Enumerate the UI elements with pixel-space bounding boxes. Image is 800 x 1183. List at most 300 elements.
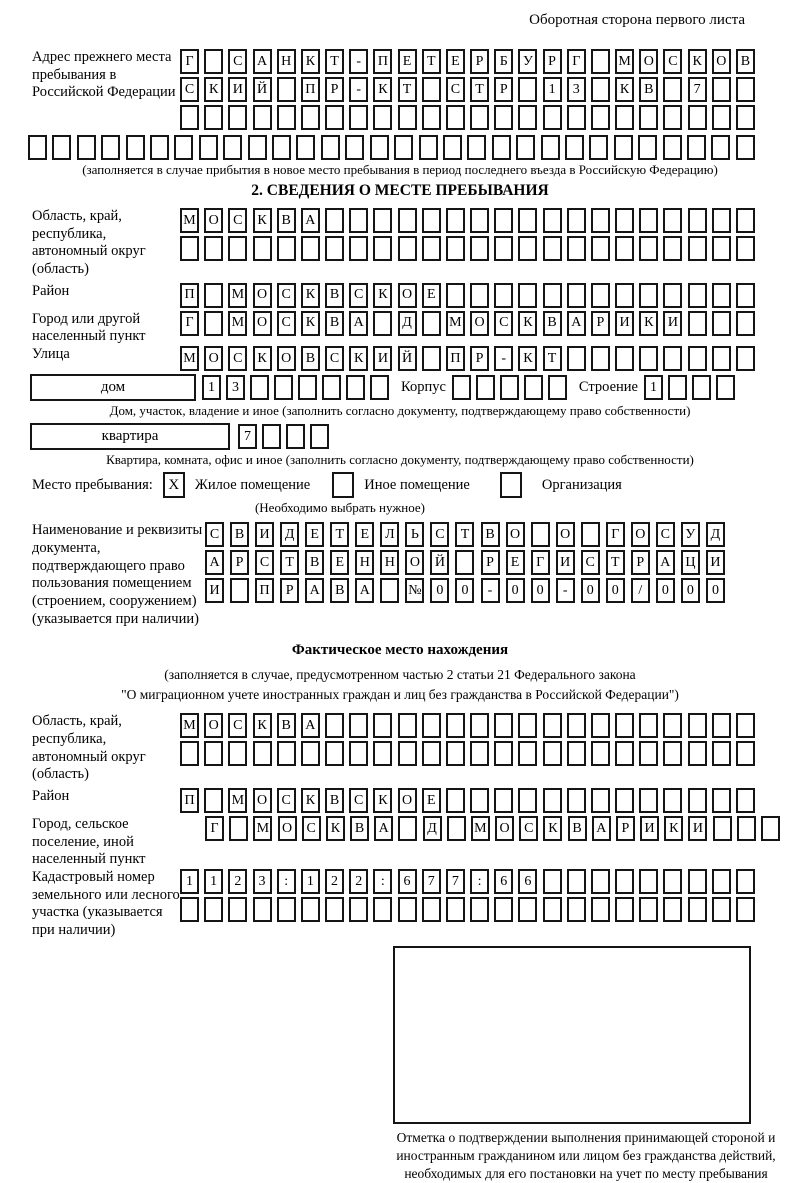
char-box[interactable] xyxy=(204,236,223,261)
char-box[interactable] xyxy=(470,105,489,130)
char-box[interactable] xyxy=(253,105,272,130)
char-box[interactable] xyxy=(204,49,223,74)
char-box[interactable] xyxy=(422,346,441,371)
char-box[interactable]: Г xyxy=(606,522,625,547)
char-box[interactable]: Р xyxy=(481,550,500,575)
char-box[interactable]: К xyxy=(301,283,320,308)
char-box[interactable] xyxy=(688,105,707,130)
char-box[interactable] xyxy=(398,105,417,130)
char-box[interactable]: С xyxy=(349,788,368,813)
char-box[interactable] xyxy=(325,897,344,922)
char-box[interactable]: С xyxy=(663,49,682,74)
char-box[interactable] xyxy=(639,283,658,308)
char-box[interactable]: М xyxy=(180,208,199,233)
char-box[interactable] xyxy=(518,77,537,102)
char-box[interactable]: В xyxy=(301,346,320,371)
char-box[interactable] xyxy=(518,788,537,813)
char-box[interactable]: 0 xyxy=(531,578,550,603)
char-box[interactable]: К xyxy=(615,77,634,102)
char-box[interactable] xyxy=(736,311,755,336)
char-box[interactable] xyxy=(349,897,368,922)
char-box[interactable] xyxy=(470,897,489,922)
char-box[interactable]: 0 xyxy=(455,578,474,603)
char-box[interactable]: К xyxy=(688,49,707,74)
char-box[interactable]: О xyxy=(204,208,223,233)
char-box[interactable]: Р xyxy=(616,816,635,841)
char-box[interactable]: К xyxy=(373,788,392,813)
char-box[interactable]: И xyxy=(205,578,224,603)
char-box[interactable] xyxy=(548,375,567,400)
char-box[interactable] xyxy=(663,897,682,922)
char-box[interactable]: О xyxy=(639,49,658,74)
char-box[interactable] xyxy=(543,283,562,308)
char-box[interactable]: О xyxy=(405,550,424,575)
char-box[interactable]: И xyxy=(640,816,659,841)
char-box[interactable] xyxy=(248,135,267,160)
char-box[interactable] xyxy=(296,135,315,160)
char-box[interactable] xyxy=(518,713,537,738)
char-box[interactable]: Р xyxy=(494,77,513,102)
char-box[interactable]: В xyxy=(277,713,296,738)
char-box[interactable]: Р xyxy=(543,49,562,74)
char-box[interactable] xyxy=(180,105,199,130)
char-box[interactable] xyxy=(692,375,711,400)
char-box[interactable] xyxy=(321,135,340,160)
char-box[interactable]: И xyxy=(615,311,634,336)
char-box[interactable]: А xyxy=(374,816,393,841)
char-box[interactable]: Р xyxy=(591,311,610,336)
char-box[interactable] xyxy=(370,135,389,160)
char-box[interactable]: К xyxy=(518,346,537,371)
char-box[interactable] xyxy=(712,869,731,894)
char-box[interactable]: Е xyxy=(330,550,349,575)
char-box[interactable]: В xyxy=(325,788,344,813)
char-box[interactable]: И xyxy=(373,346,392,371)
char-box[interactable]: Б xyxy=(494,49,513,74)
char-box[interactable]: О xyxy=(253,283,272,308)
char-box[interactable]: Р xyxy=(230,550,249,575)
char-box[interactable] xyxy=(455,550,474,575)
char-box[interactable] xyxy=(688,208,707,233)
char-box[interactable] xyxy=(262,424,281,449)
char-box[interactable] xyxy=(325,741,344,766)
char-box[interactable] xyxy=(253,236,272,261)
char-box[interactable]: Й xyxy=(430,550,449,575)
char-box[interactable] xyxy=(325,105,344,130)
char-box[interactable] xyxy=(638,135,657,160)
char-box[interactable] xyxy=(77,135,96,160)
char-box[interactable] xyxy=(277,77,296,102)
char-box[interactable] xyxy=(543,208,562,233)
char-box[interactable]: Й xyxy=(253,77,272,102)
char-box[interactable] xyxy=(52,135,71,160)
char-box[interactable]: П xyxy=(255,578,274,603)
char-box[interactable]: 3 xyxy=(567,77,586,102)
char-box[interactable]: - xyxy=(556,578,575,603)
char-box[interactable]: 2 xyxy=(228,869,247,894)
char-box[interactable]: А xyxy=(656,550,675,575)
char-box[interactable] xyxy=(524,375,543,400)
char-box[interactable]: О xyxy=(398,788,417,813)
char-box[interactable]: К xyxy=(204,77,223,102)
char-box[interactable] xyxy=(518,897,537,922)
char-box[interactable]: М xyxy=(228,788,247,813)
char-box[interactable]: № xyxy=(405,578,424,603)
char-box[interactable] xyxy=(663,208,682,233)
char-box[interactable]: : xyxy=(373,869,392,894)
char-box[interactable]: Й xyxy=(398,346,417,371)
char-box[interactable]: О xyxy=(398,283,417,308)
char-box[interactable] xyxy=(591,77,610,102)
char-box[interactable] xyxy=(422,236,441,261)
char-box[interactable]: С xyxy=(277,788,296,813)
char-box[interactable]: - xyxy=(481,578,500,603)
char-box[interactable] xyxy=(470,741,489,766)
char-box[interactable]: Г xyxy=(567,49,586,74)
char-box[interactable] xyxy=(204,897,223,922)
char-box[interactable]: А xyxy=(567,311,586,336)
char-box[interactable] xyxy=(639,713,658,738)
char-box[interactable] xyxy=(398,741,417,766)
char-box[interactable] xyxy=(373,105,392,130)
char-box[interactable] xyxy=(712,788,731,813)
char-box[interactable] xyxy=(204,283,223,308)
stay-option-other-checkbox[interactable] xyxy=(332,472,354,498)
char-box[interactable]: В xyxy=(230,522,249,547)
char-box[interactable] xyxy=(567,788,586,813)
char-box[interactable] xyxy=(736,897,755,922)
char-box[interactable]: Р xyxy=(325,77,344,102)
char-box[interactable] xyxy=(614,135,633,160)
char-box[interactable] xyxy=(422,105,441,130)
char-box[interactable]: С xyxy=(656,522,675,547)
char-box[interactable]: П xyxy=(180,283,199,308)
char-box[interactable]: К xyxy=(518,311,537,336)
char-box[interactable]: О xyxy=(470,311,489,336)
char-box[interactable] xyxy=(615,283,634,308)
char-box[interactable] xyxy=(101,135,120,160)
char-box[interactable] xyxy=(398,816,417,841)
char-box[interactable]: С xyxy=(349,283,368,308)
char-box[interactable] xyxy=(736,283,755,308)
char-box[interactable] xyxy=(581,522,600,547)
char-box[interactable] xyxy=(28,135,47,160)
house-wide-box[interactable]: дом xyxy=(30,374,196,401)
char-box[interactable]: М xyxy=(446,311,465,336)
char-box[interactable] xyxy=(301,897,320,922)
char-box[interactable] xyxy=(476,375,495,400)
char-box[interactable]: 3 xyxy=(253,869,272,894)
char-box[interactable] xyxy=(639,236,658,261)
char-box[interactable]: М xyxy=(471,816,490,841)
char-box[interactable]: 2 xyxy=(325,869,344,894)
char-box[interactable] xyxy=(492,135,511,160)
char-box[interactable]: С xyxy=(228,346,247,371)
char-box[interactable] xyxy=(346,375,365,400)
char-box[interactable]: О xyxy=(204,713,223,738)
char-box[interactable]: Р xyxy=(280,578,299,603)
char-box[interactable]: 1 xyxy=(202,375,221,400)
char-box[interactable] xyxy=(591,713,610,738)
char-box[interactable] xyxy=(370,375,389,400)
char-box[interactable]: С xyxy=(430,522,449,547)
char-box[interactable] xyxy=(223,135,242,160)
char-box[interactable] xyxy=(446,713,465,738)
char-box[interactable]: С xyxy=(494,311,513,336)
char-box[interactable] xyxy=(422,77,441,102)
char-box[interactable]: Д xyxy=(423,816,442,841)
char-box[interactable]: А xyxy=(355,578,374,603)
char-box[interactable]: Н xyxy=(380,550,399,575)
char-box[interactable] xyxy=(494,236,513,261)
char-box[interactable]: А xyxy=(205,550,224,575)
char-box[interactable] xyxy=(615,346,634,371)
char-box[interactable] xyxy=(543,713,562,738)
char-box[interactable] xyxy=(591,346,610,371)
char-box[interactable]: А xyxy=(301,713,320,738)
char-box[interactable] xyxy=(736,869,755,894)
char-box[interactable]: О xyxy=(204,346,223,371)
char-box[interactable] xyxy=(274,375,293,400)
char-box[interactable] xyxy=(615,236,634,261)
char-box[interactable]: К xyxy=(253,208,272,233)
char-box[interactable]: О xyxy=(495,816,514,841)
char-box[interactable]: С xyxy=(446,77,465,102)
char-box[interactable] xyxy=(470,713,489,738)
char-box[interactable] xyxy=(688,897,707,922)
char-box[interactable] xyxy=(663,105,682,130)
char-box[interactable] xyxy=(446,283,465,308)
char-box[interactable] xyxy=(447,816,466,841)
char-box[interactable] xyxy=(712,713,731,738)
char-box[interactable]: 1 xyxy=(301,869,320,894)
char-box[interactable] xyxy=(543,236,562,261)
char-box[interactable] xyxy=(541,135,560,160)
stay-option-residential-checkbox[interactable]: X xyxy=(163,472,185,498)
char-box[interactable]: О xyxy=(631,522,650,547)
char-box[interactable]: И xyxy=(556,550,575,575)
char-box[interactable] xyxy=(712,897,731,922)
char-box[interactable] xyxy=(663,741,682,766)
char-box[interactable] xyxy=(713,816,732,841)
char-box[interactable] xyxy=(446,788,465,813)
char-box[interactable]: Г xyxy=(205,816,224,841)
char-box[interactable]: С xyxy=(277,311,296,336)
char-box[interactable]: К xyxy=(664,816,683,841)
char-box[interactable]: 0 xyxy=(656,578,675,603)
char-box[interactable] xyxy=(712,208,731,233)
char-box[interactable]: В xyxy=(543,311,562,336)
char-box[interactable]: П xyxy=(301,77,320,102)
char-box[interactable] xyxy=(373,208,392,233)
char-box[interactable] xyxy=(180,897,199,922)
char-box[interactable] xyxy=(467,135,486,160)
char-box[interactable] xyxy=(688,788,707,813)
char-box[interactable]: У xyxy=(681,522,700,547)
char-box[interactable]: Т xyxy=(455,522,474,547)
char-box[interactable] xyxy=(567,105,586,130)
char-box[interactable] xyxy=(591,208,610,233)
char-box[interactable]: И xyxy=(228,77,247,102)
char-box[interactable]: В xyxy=(350,816,369,841)
char-box[interactable]: В xyxy=(639,77,658,102)
char-box[interactable] xyxy=(639,105,658,130)
char-box[interactable] xyxy=(204,105,223,130)
char-box[interactable]: К xyxy=(373,77,392,102)
char-box[interactable] xyxy=(394,135,413,160)
char-box[interactable]: Е xyxy=(355,522,374,547)
char-box[interactable] xyxy=(253,741,272,766)
char-box[interactable]: И xyxy=(706,550,725,575)
char-box[interactable]: В xyxy=(330,578,349,603)
char-box[interactable] xyxy=(639,741,658,766)
char-box[interactable] xyxy=(591,105,610,130)
char-box[interactable]: Е xyxy=(398,49,417,74)
char-box[interactable] xyxy=(422,208,441,233)
char-box[interactable]: П xyxy=(373,49,392,74)
char-box[interactable]: К xyxy=(301,49,320,74)
char-box[interactable] xyxy=(174,135,193,160)
char-box[interactable] xyxy=(373,236,392,261)
char-box[interactable] xyxy=(500,375,519,400)
char-box[interactable] xyxy=(325,236,344,261)
char-box[interactable] xyxy=(180,236,199,261)
char-box[interactable] xyxy=(398,713,417,738)
char-box[interactable] xyxy=(230,578,249,603)
char-box[interactable]: Н xyxy=(355,550,374,575)
char-box[interactable]: В xyxy=(325,283,344,308)
char-box[interactable]: 7 xyxy=(238,424,257,449)
char-box[interactable]: О xyxy=(556,522,575,547)
char-box[interactable] xyxy=(422,897,441,922)
char-box[interactable]: А xyxy=(592,816,611,841)
char-box[interactable]: С xyxy=(180,77,199,102)
char-box[interactable] xyxy=(204,788,223,813)
char-box[interactable] xyxy=(310,424,329,449)
char-box[interactable] xyxy=(567,869,586,894)
char-box[interactable]: 6 xyxy=(494,869,513,894)
char-box[interactable] xyxy=(712,741,731,766)
char-box[interactable] xyxy=(470,788,489,813)
char-box[interactable] xyxy=(204,741,223,766)
char-box[interactable] xyxy=(446,236,465,261)
char-box[interactable] xyxy=(639,208,658,233)
char-box[interactable]: Т xyxy=(325,49,344,74)
char-box[interactable] xyxy=(736,208,755,233)
char-box[interactable]: Р xyxy=(470,346,489,371)
char-box[interactable]: 0 xyxy=(581,578,600,603)
char-box[interactable] xyxy=(452,375,471,400)
char-box[interactable]: М xyxy=(180,346,199,371)
char-box[interactable] xyxy=(277,105,296,130)
char-box[interactable]: С xyxy=(228,208,247,233)
char-box[interactable]: Е xyxy=(305,522,324,547)
char-box[interactable]: К xyxy=(349,346,368,371)
char-box[interactable] xyxy=(180,741,199,766)
char-box[interactable] xyxy=(349,741,368,766)
char-box[interactable]: С xyxy=(277,283,296,308)
char-box[interactable]: С xyxy=(255,550,274,575)
char-box[interactable]: Д xyxy=(706,522,725,547)
char-box[interactable]: Л xyxy=(380,522,399,547)
char-box[interactable] xyxy=(663,283,682,308)
char-box[interactable] xyxy=(446,741,465,766)
char-box[interactable] xyxy=(229,816,248,841)
char-box[interactable] xyxy=(615,788,634,813)
char-box[interactable]: М xyxy=(228,311,247,336)
char-box[interactable] xyxy=(567,741,586,766)
char-box[interactable] xyxy=(712,346,731,371)
char-box[interactable] xyxy=(688,741,707,766)
char-box[interactable] xyxy=(373,713,392,738)
char-box[interactable]: 3 xyxy=(226,375,245,400)
char-box[interactable] xyxy=(150,135,169,160)
char-box[interactable]: У xyxy=(518,49,537,74)
char-box[interactable]: Е xyxy=(506,550,525,575)
char-box[interactable] xyxy=(518,105,537,130)
char-box[interactable] xyxy=(345,135,364,160)
char-box[interactable]: Р xyxy=(470,49,489,74)
char-box[interactable] xyxy=(301,236,320,261)
char-box[interactable] xyxy=(494,713,513,738)
stay-option-organization-checkbox[interactable] xyxy=(500,472,522,498)
char-box[interactable] xyxy=(272,135,291,160)
char-box[interactable] xyxy=(446,897,465,922)
char-box[interactable] xyxy=(380,578,399,603)
char-box[interactable] xyxy=(298,375,317,400)
char-box[interactable]: Т xyxy=(470,77,489,102)
char-box[interactable] xyxy=(543,788,562,813)
char-box[interactable] xyxy=(204,311,223,336)
char-box[interactable] xyxy=(761,816,780,841)
char-box[interactable] xyxy=(494,788,513,813)
char-box[interactable] xyxy=(716,375,735,400)
char-box[interactable]: Д xyxy=(398,311,417,336)
char-box[interactable] xyxy=(567,283,586,308)
char-box[interactable] xyxy=(494,741,513,766)
char-box[interactable] xyxy=(591,741,610,766)
char-box[interactable] xyxy=(349,208,368,233)
char-box[interactable]: 7 xyxy=(446,869,465,894)
char-box[interactable]: А xyxy=(305,578,324,603)
char-box[interactable]: Г xyxy=(180,311,199,336)
char-box[interactable] xyxy=(688,346,707,371)
char-box[interactable] xyxy=(349,713,368,738)
char-box[interactable]: Е xyxy=(422,788,441,813)
char-box[interactable] xyxy=(470,208,489,233)
char-box[interactable] xyxy=(446,208,465,233)
char-box[interactable] xyxy=(494,283,513,308)
char-box[interactable] xyxy=(325,713,344,738)
char-box[interactable] xyxy=(277,741,296,766)
char-box[interactable] xyxy=(639,869,658,894)
char-box[interactable] xyxy=(668,375,687,400)
char-box[interactable] xyxy=(518,741,537,766)
char-box[interactable] xyxy=(398,897,417,922)
char-box[interactable]: И xyxy=(255,522,274,547)
char-box[interactable] xyxy=(443,135,462,160)
char-box[interactable]: Е xyxy=(446,49,465,74)
apartment-wide-box[interactable]: квартира xyxy=(30,423,230,450)
char-box[interactable]: 1 xyxy=(543,77,562,102)
char-box[interactable] xyxy=(615,897,634,922)
char-box[interactable]: Ь xyxy=(405,522,424,547)
char-box[interactable] xyxy=(736,105,755,130)
char-box[interactable] xyxy=(419,135,438,160)
char-box[interactable]: 1 xyxy=(204,869,223,894)
char-box[interactable] xyxy=(373,311,392,336)
char-box[interactable] xyxy=(591,788,610,813)
